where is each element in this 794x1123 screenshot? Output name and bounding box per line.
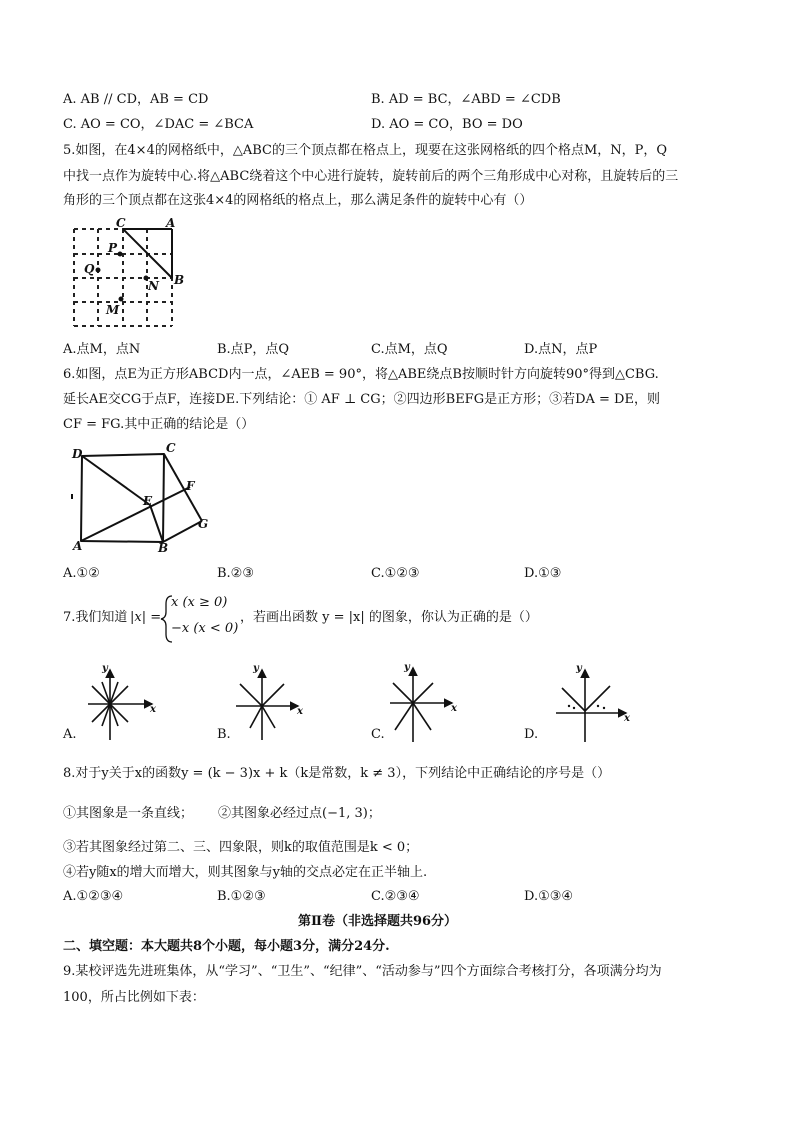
q6-option-a: A.①② — [63, 566, 100, 581]
q7-a-axis-x: x — [150, 704, 156, 715]
q5-label-p: P — [108, 241, 118, 255]
q6-label-b: B — [158, 541, 169, 555]
q5-label-n: N — [148, 279, 159, 293]
q7-prefix: 7.我们知道 — [63, 610, 128, 625]
q7-case1: x (x ≥ 0) — [171, 595, 228, 610]
q5-label-q: Q — [84, 262, 95, 276]
q8-option-d: D.①③④ — [524, 889, 574, 904]
q8-option-a: A.①②③④ — [63, 889, 124, 904]
q5-label-c: C — [116, 216, 126, 230]
q6-label-c: C — [166, 441, 176, 455]
q5-label-b: B — [174, 273, 185, 287]
q6-option-b: B.②③ — [217, 566, 254, 581]
q5-option-a: A.点M，点N — [63, 342, 141, 357]
q7-c-axis-x: x — [451, 703, 457, 714]
q7-d-axis-x: x — [624, 713, 630, 724]
q7-abs-x: |x| = — [130, 610, 162, 625]
q5-option-b: B.点P，点Q — [217, 342, 290, 357]
q6-stem-line3: CF = FG.其中正确的结论是（） — [63, 417, 255, 432]
q4-option-c: C. AO = CO，∠DAC = ∠BCA — [63, 117, 254, 132]
q6-option-d: D.①③ — [524, 566, 562, 581]
q6-stem-line1: 6.如图，点E为正方形ABCD内一点，∠AEB = 90°，将△ABE绕点B按顺时针方向旋转90°得到△CBG. — [63, 367, 659, 382]
q8-option-c: C.②③④ — [371, 889, 420, 904]
q8-statement-1: ①其图象是一条直线； — [63, 806, 194, 821]
q6-label-e: E — [143, 494, 153, 508]
q9-stem-line2: 100，所占比例如下表： — [63, 990, 205, 1005]
q7-graph-label-b: B. — [217, 727, 231, 742]
q8-statement-3: ③若其图象经过第二、三、四象限，则k的取值范围是k < 0； — [63, 840, 419, 855]
q7-suffix: ，若画出函数 y = |x| 的图象，你认为正确的是（） — [240, 610, 538, 625]
q5-stem-line3: 角形的三个顶点都在这张4×4的网格纸的格点上，那么满足条件的旋转中心有（） — [63, 193, 533, 208]
q6-label-a: A — [73, 539, 83, 553]
q6-label-g: G — [198, 517, 209, 531]
q5-label-a: A — [166, 216, 176, 230]
q7-d-axis-y: y — [576, 663, 582, 674]
part2-title: 第Ⅱ卷（非选择题共96分） — [298, 914, 458, 929]
q7-b-axis-x: x — [297, 706, 303, 717]
section-heading: 二、填空题：本大题共8个小题，每小题3分，满分24分. — [63, 939, 390, 954]
q6-option-c: C.①②③ — [371, 566, 420, 581]
q8-stem: 8.对于y关于x的函数y = (k − 3)x + k（k是常数，k ≠ 3），下列结论中正确结论的序号是（） — [63, 766, 611, 781]
q7-c-axis-y: y — [404, 662, 410, 673]
q5-option-d: D.点N，点P — [524, 342, 598, 357]
q8-option-b: B.①②③ — [217, 889, 266, 904]
q4-option-b: B. AD = BC，∠ABD = ∠CDB — [371, 92, 561, 107]
q5-option-c: C.点M，点Q — [371, 342, 448, 357]
q9-stem-line1: 9.某校评选先进班集体，从“学习”、“卫生”、“纪律”、“活动参与”四个方面综合考核打分，各项满分均为 — [63, 964, 662, 979]
q7-graph-label-d: D. — [524, 727, 539, 742]
q6-label-d: D — [72, 447, 83, 461]
q7-graph-label-a: A. — [63, 727, 77, 742]
q5-label-m: M — [106, 303, 120, 317]
q4-option-d: D. AO = CO，BO = DO — [371, 117, 523, 132]
q6-label-f: F — [186, 479, 195, 493]
q7-case2: −x (x < 0) — [171, 621, 239, 636]
q6-stem-line2: 延长AE交CG于点F，连接DE.下列结论：① AF ⊥ CG；②四边形BEFG是正方形；③若DA = DE，则 — [63, 392, 660, 407]
q8-statement-2: ②其图象必经过点(−1, 3)； — [218, 806, 381, 821]
q7-graph-label-c: C. — [371, 727, 385, 742]
q8-statement-4: ④若y随x的增大而增大，则其图象与y轴的交点必定在正半轴上. — [63, 865, 428, 880]
q7-a-axis-y: y — [102, 663, 108, 674]
q5-stem-line2: 中找一点作为旋转中心.将△ABC绕着这个中心进行旋转，旋转前后的两个三角形成中心对称，且旋转后的三 — [63, 169, 679, 184]
q7-b-axis-y: y — [253, 663, 259, 674]
q4-option-a: A. AB // CD，AB = CD — [63, 92, 209, 107]
q5-stem-line1: 5.如图，在4×4的网格纸中，△ABC的三个顶点都在格点上，现要在这张网格纸的四个格点M，N，P，Q — [63, 143, 668, 158]
